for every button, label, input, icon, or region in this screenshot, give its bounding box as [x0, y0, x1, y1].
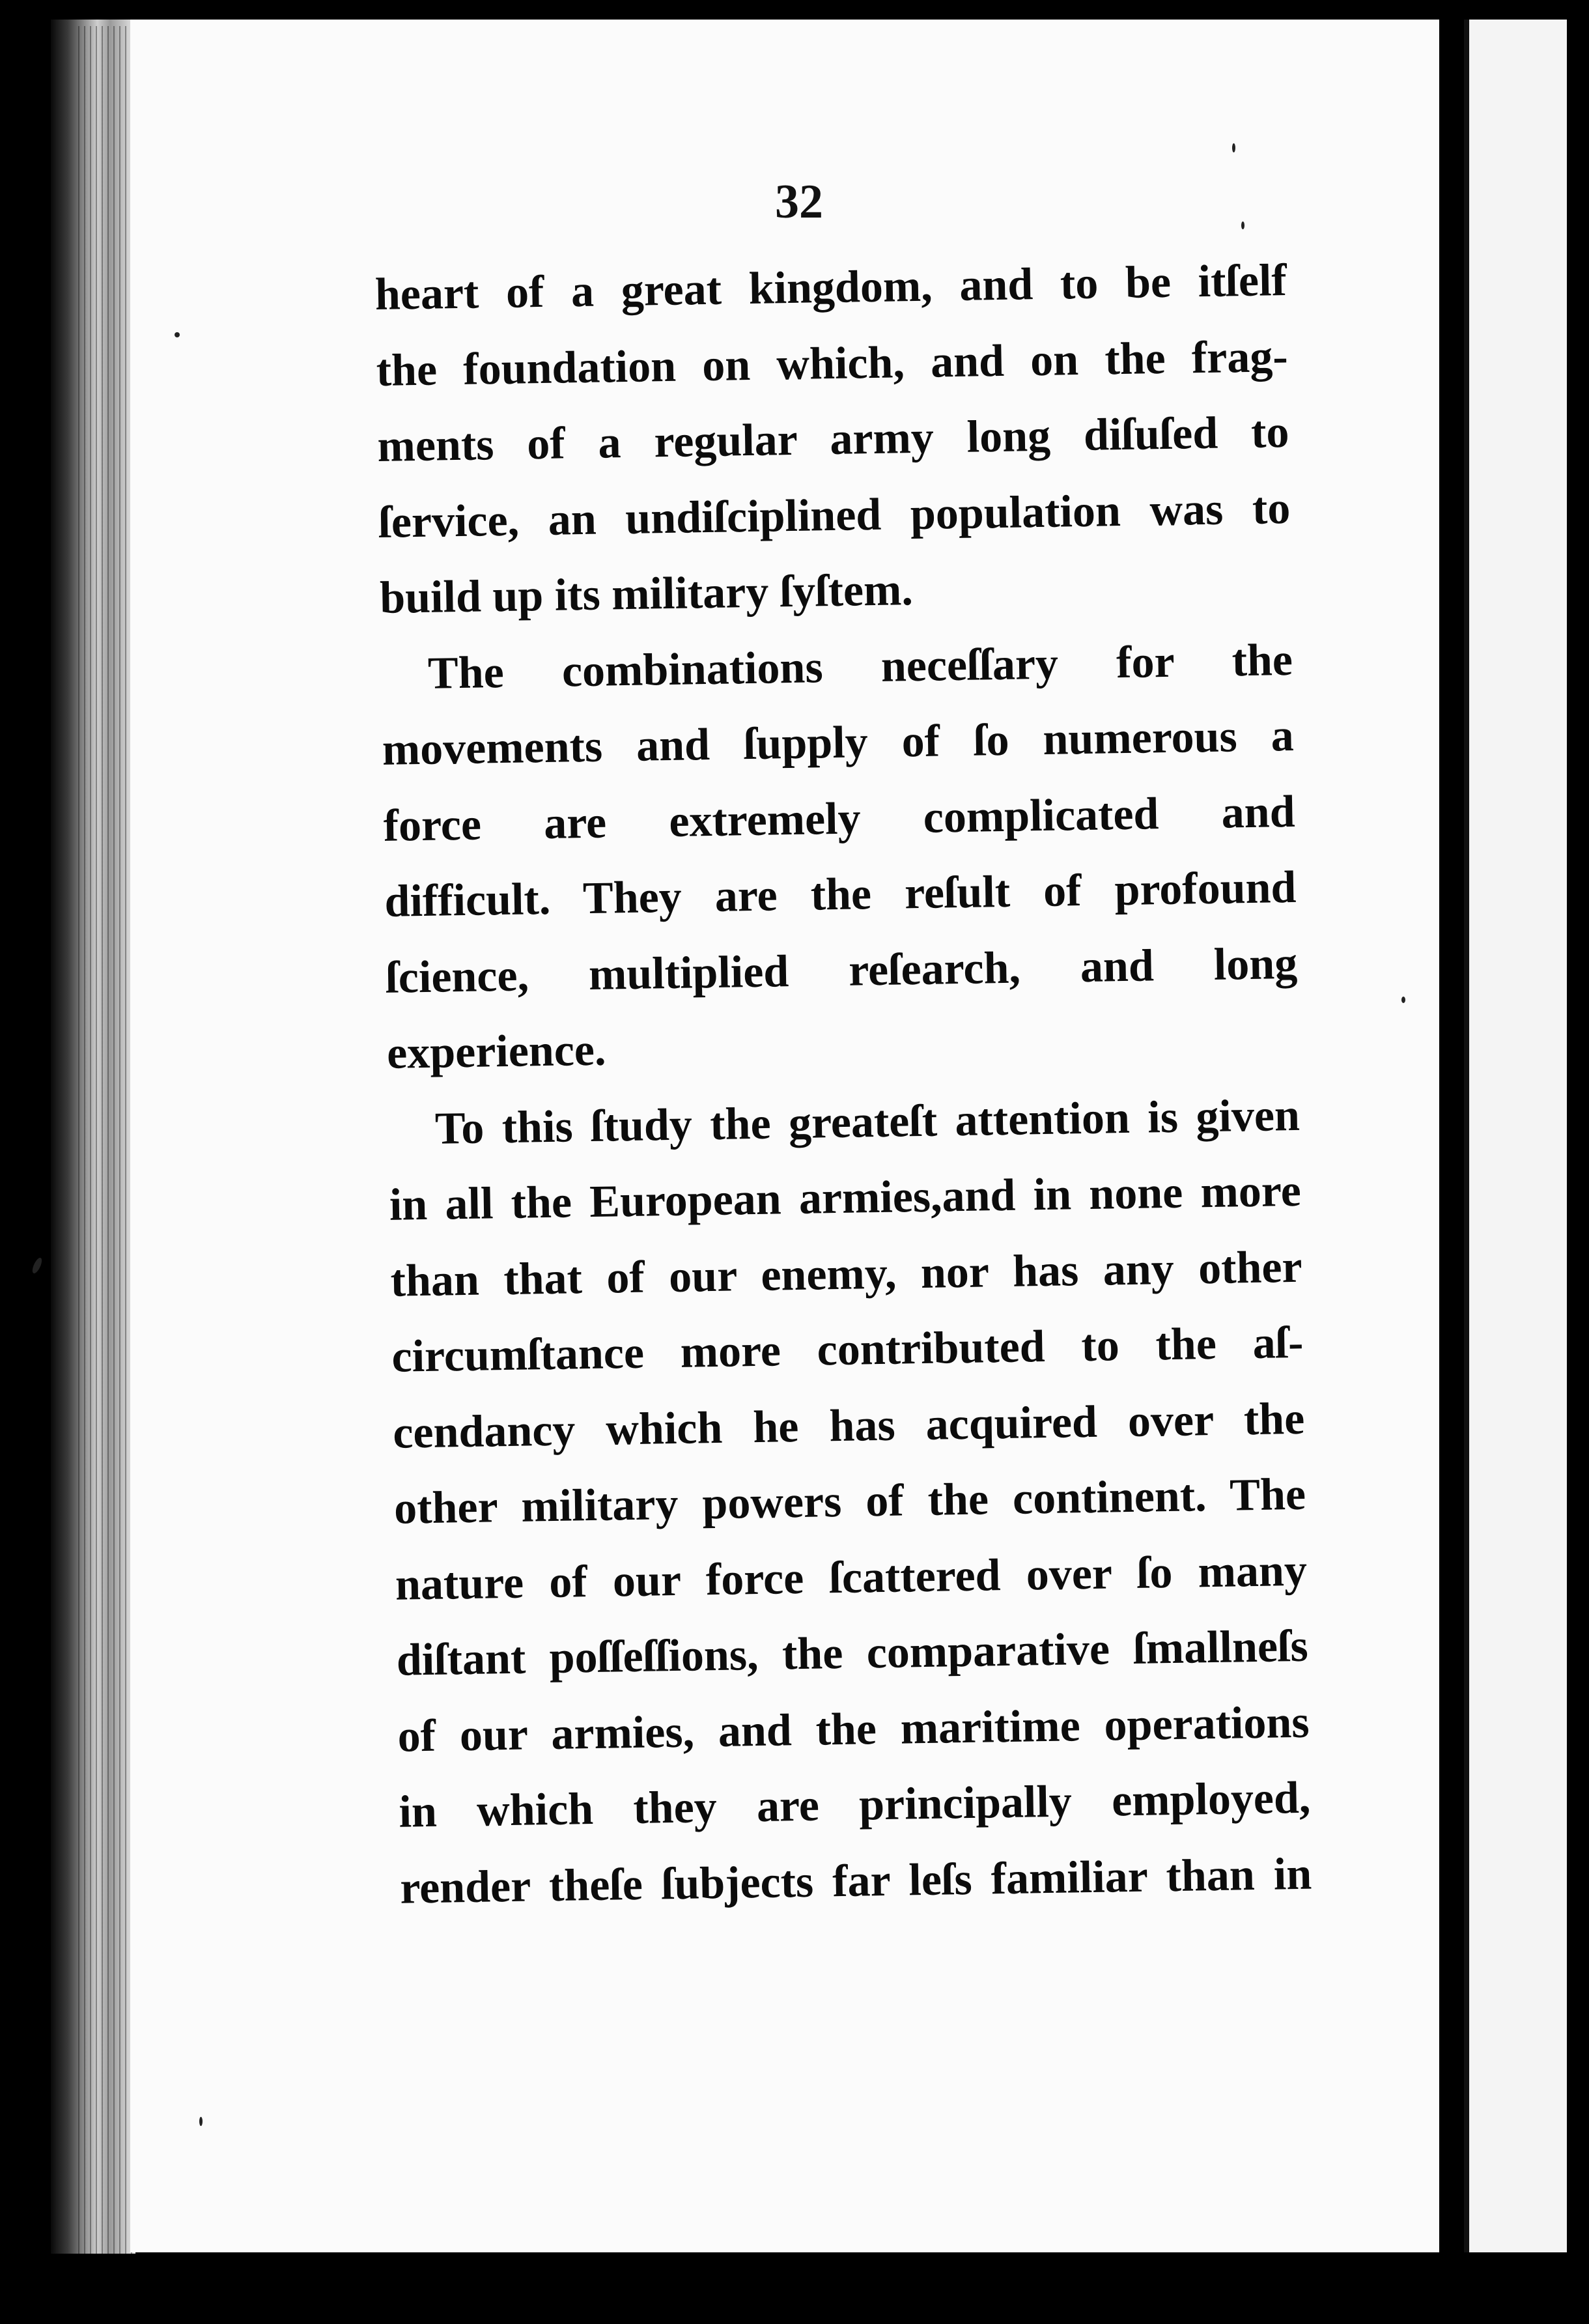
text-line: force are extremely complicated and — [383, 786, 1296, 851]
text-line: than that of our enemy, nor has any other — [390, 1241, 1303, 1307]
text-line: in all the European armies,and in none more — [389, 1165, 1302, 1230]
text-line: ſcience, multiplied reſearch, and long — [385, 938, 1298, 1003]
text-line: The combinations neceſſary for the — [427, 634, 1293, 699]
ink-speck — [1241, 221, 1244, 229]
text-line: cendancy which he has acquired over the — [392, 1393, 1305, 1458]
text-line: in which they are principally employed, — [398, 1772, 1311, 1837]
text-line: To this ſtudy the greateſt attention is given — [434, 1090, 1301, 1154]
text-line: circumſtance more contributed to the aſ- — [391, 1317, 1304, 1382]
body-text — [374, 243, 1312, 1927]
text-line: diſtant poſſeſſions, the comparative ſmallneſs — [396, 1621, 1309, 1686]
text-line: experience. — [386, 1025, 606, 1079]
text-line: of our armies, and the maritime operations — [397, 1697, 1310, 1762]
text-line: heart of a great kingdom, and to be itſelf — [374, 255, 1287, 320]
ink-speck — [31, 1256, 44, 1275]
text-line: the foundation on which, and on the frag- — [376, 331, 1289, 396]
page-number: 32 — [775, 175, 823, 229]
text-line: nature of our force ſcattered over ſo many — [395, 1545, 1308, 1610]
text-line: build up its military ſyſtem. — [379, 565, 914, 623]
adjacent-page-edge — [1464, 20, 1567, 2252]
ink-speck — [1232, 143, 1235, 152]
text-line: movements and ſupply of ſo numerous a — [382, 710, 1295, 775]
text-line: ments of a regular army long diſuſed to — [376, 406, 1289, 472]
ink-speck — [175, 332, 180, 337]
text-line: difficult. They are the reſult of profound — [384, 862, 1297, 927]
page-edges — [78, 26, 137, 2254]
ink-speck — [1401, 997, 1405, 1003]
text-line: ſervice, an undiſciplined population was to — [378, 483, 1291, 548]
ink-speck — [199, 2117, 203, 2126]
text-line: other military powers of the continent. The — [393, 1469, 1306, 1534]
text-line: render theſe ſubjects far leſs familiar than in — [399, 1849, 1312, 1914]
